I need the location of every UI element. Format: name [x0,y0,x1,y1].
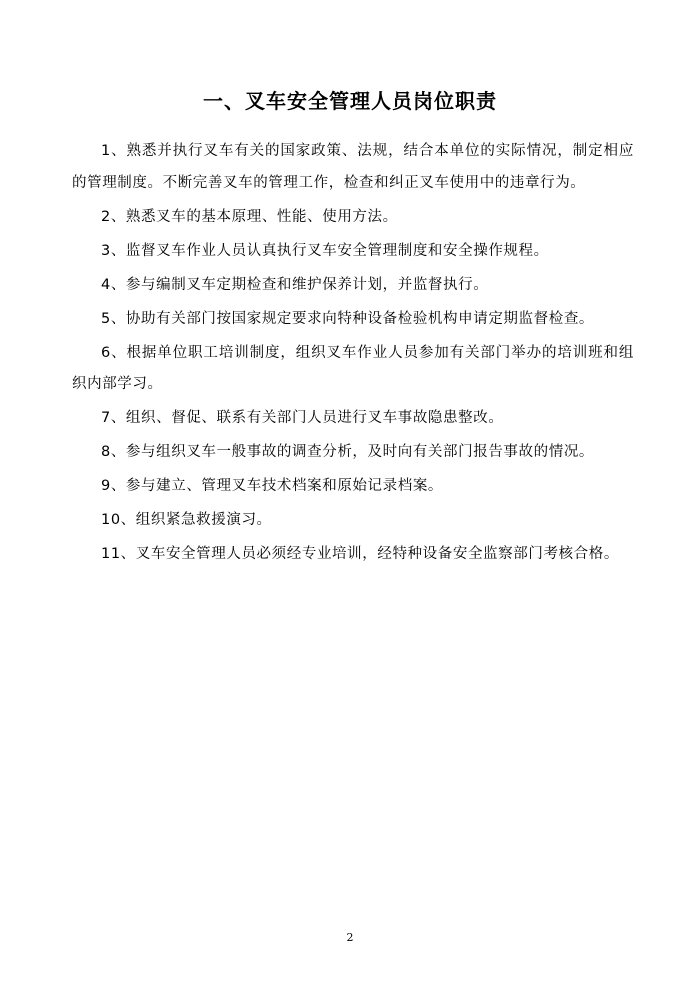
page-title: 一、叉车安全管理人员岗位职责 [203,89,497,113]
duty-list [72,136,634,573]
duty-item-2: 2、熟悉叉车的基本原理、性能、使用方法。 [101,208,398,225]
duty-item-1: 1、熟悉并执行叉车有关的国家政策、法规，结合本单位的实际情况，制定相应的管理制度。不断完善叉车的管理工作，检查和纠正叉车使用中的违章行为。 [72,143,634,191]
duty-item-6: 6、根据单位职工培训制度，组织叉车作业人员参加有关部门举办的培训班和组织内部学习。 [72,344,634,392]
duty-item-4: 4、参与编制叉车定期检查和维护保养计划，并监督执行。 [101,276,489,293]
duty-item-5: 5、协助有关部门按国家规定要求向特种设备检验机构申请定期监督检查。 [101,310,595,327]
duty-item-9: 9、参与建立、管理叉车技术档案和原始记录档案。 [101,478,444,494]
duty-item-8: 8、参与组织叉车一般事故的调查分析，及时向有关部门报告事故的情况。 [101,444,595,460]
duty-item-11: 11、叉车安全管理人员必须经专业培训，经特种设备安全监察部门考核合格。 [101,546,619,562]
duty-item-7: 7、组织、督促、联系有关部门人员进行叉车事故隐患整改。 [101,410,504,426]
page-number: 2 [346,931,354,944]
duty-item-3: 3、监督叉车作业人员认真执行叉车安全管理制度和安全操作规程。 [101,242,549,259]
duty-item-10: 10、组织紧急救援演习。 [101,512,272,528]
